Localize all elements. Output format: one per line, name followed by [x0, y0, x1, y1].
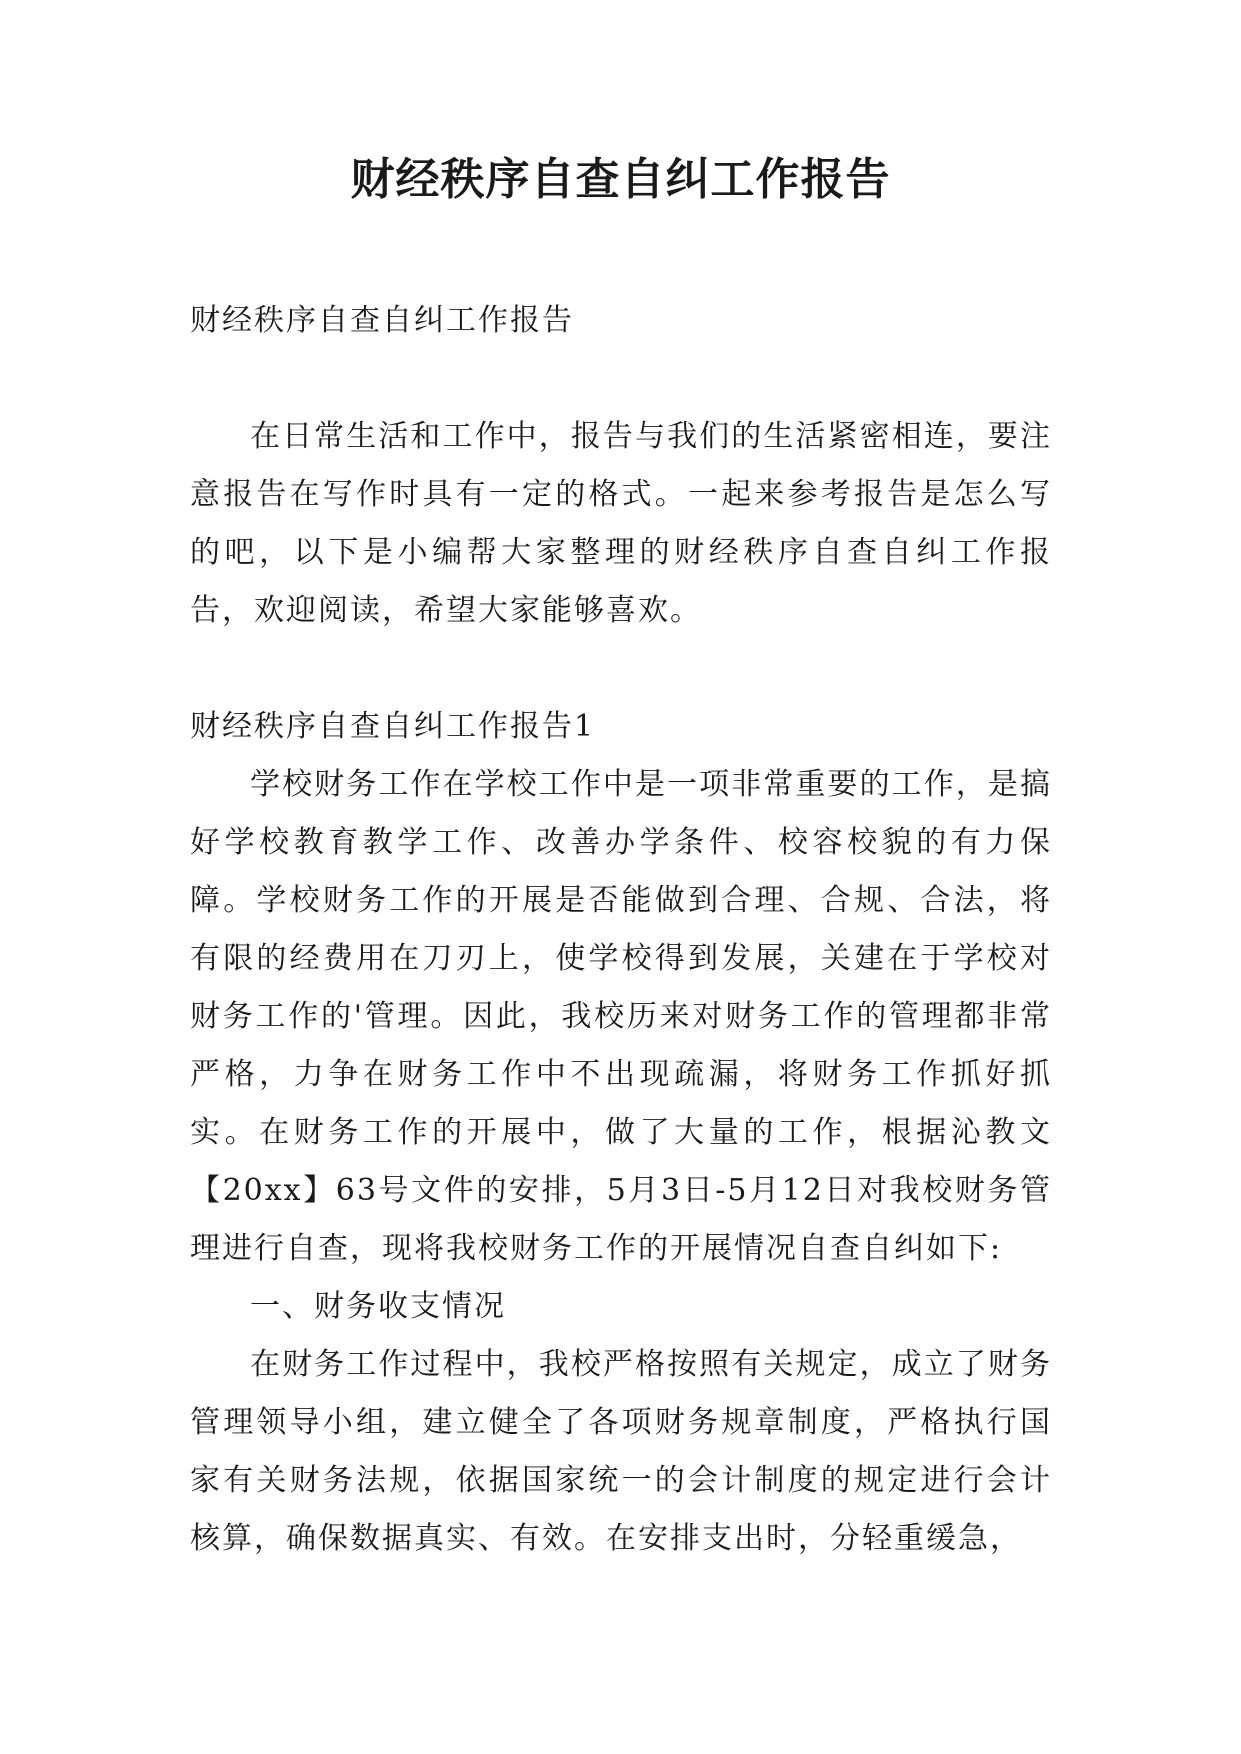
body-paragraph: 学校财务工作在学校工作中是一项非常重要的工作，是搞好学校教育教学工作、改善办学条件、校容校貌的有力保障。学校财务工作的开展是否能做到合理、合规、合法，将有限的经费用在刀刃上，使学校得到发展，关建在于学校对财务工作的'管理。因此，我校历来对财务工作的管理都非常严格，力争在财务工作中不出现疏漏，将财务工作抓好抓实。在财务工作的开展中，做了大量的工作，根据沁教文【20xx】63号文件的安排，5月3日-5月12日对我校财务管理进行自查，现将我校财务工作的开展情况自查自纠如下:: [190, 767, 1052, 1266]
spacer: [190, 640, 1052, 698]
document-title: 财经秩序自查自纠工作报告: [350, 154, 891, 205]
document-subtitle: 财经秩序自查自纠工作报告: [190, 303, 574, 338]
intro-paragraph: 在日常生活和工作中，报告与我们的生活紧密相连，要注意报告在写作时具有一定的格式。一起来参考报告是怎么写的吧，以下是小编帮大家整理的财经秩序自查自纠工作报告，欢迎阅读，希望大家能够喜欢。: [190, 419, 1052, 628]
section-heading: 财经秩序自查自纠工作报告1: [190, 709, 596, 744]
body-paragraph: 在财务工作过程中，我校严格按照有关规定，成立了财务管理领导小组，建立健全了各项财务规章制度，严格执行国家有关财务法规，依据国家统一的会计制度的规定进行会计核算，确保数据真实、有效。在安排支出时，分轻重缓急，: [190, 1347, 1052, 1556]
subsection-heading: 一、财务收支情况: [250, 1289, 506, 1324]
document-body: [190, 292, 1052, 1568]
spacer: [190, 350, 1052, 408]
